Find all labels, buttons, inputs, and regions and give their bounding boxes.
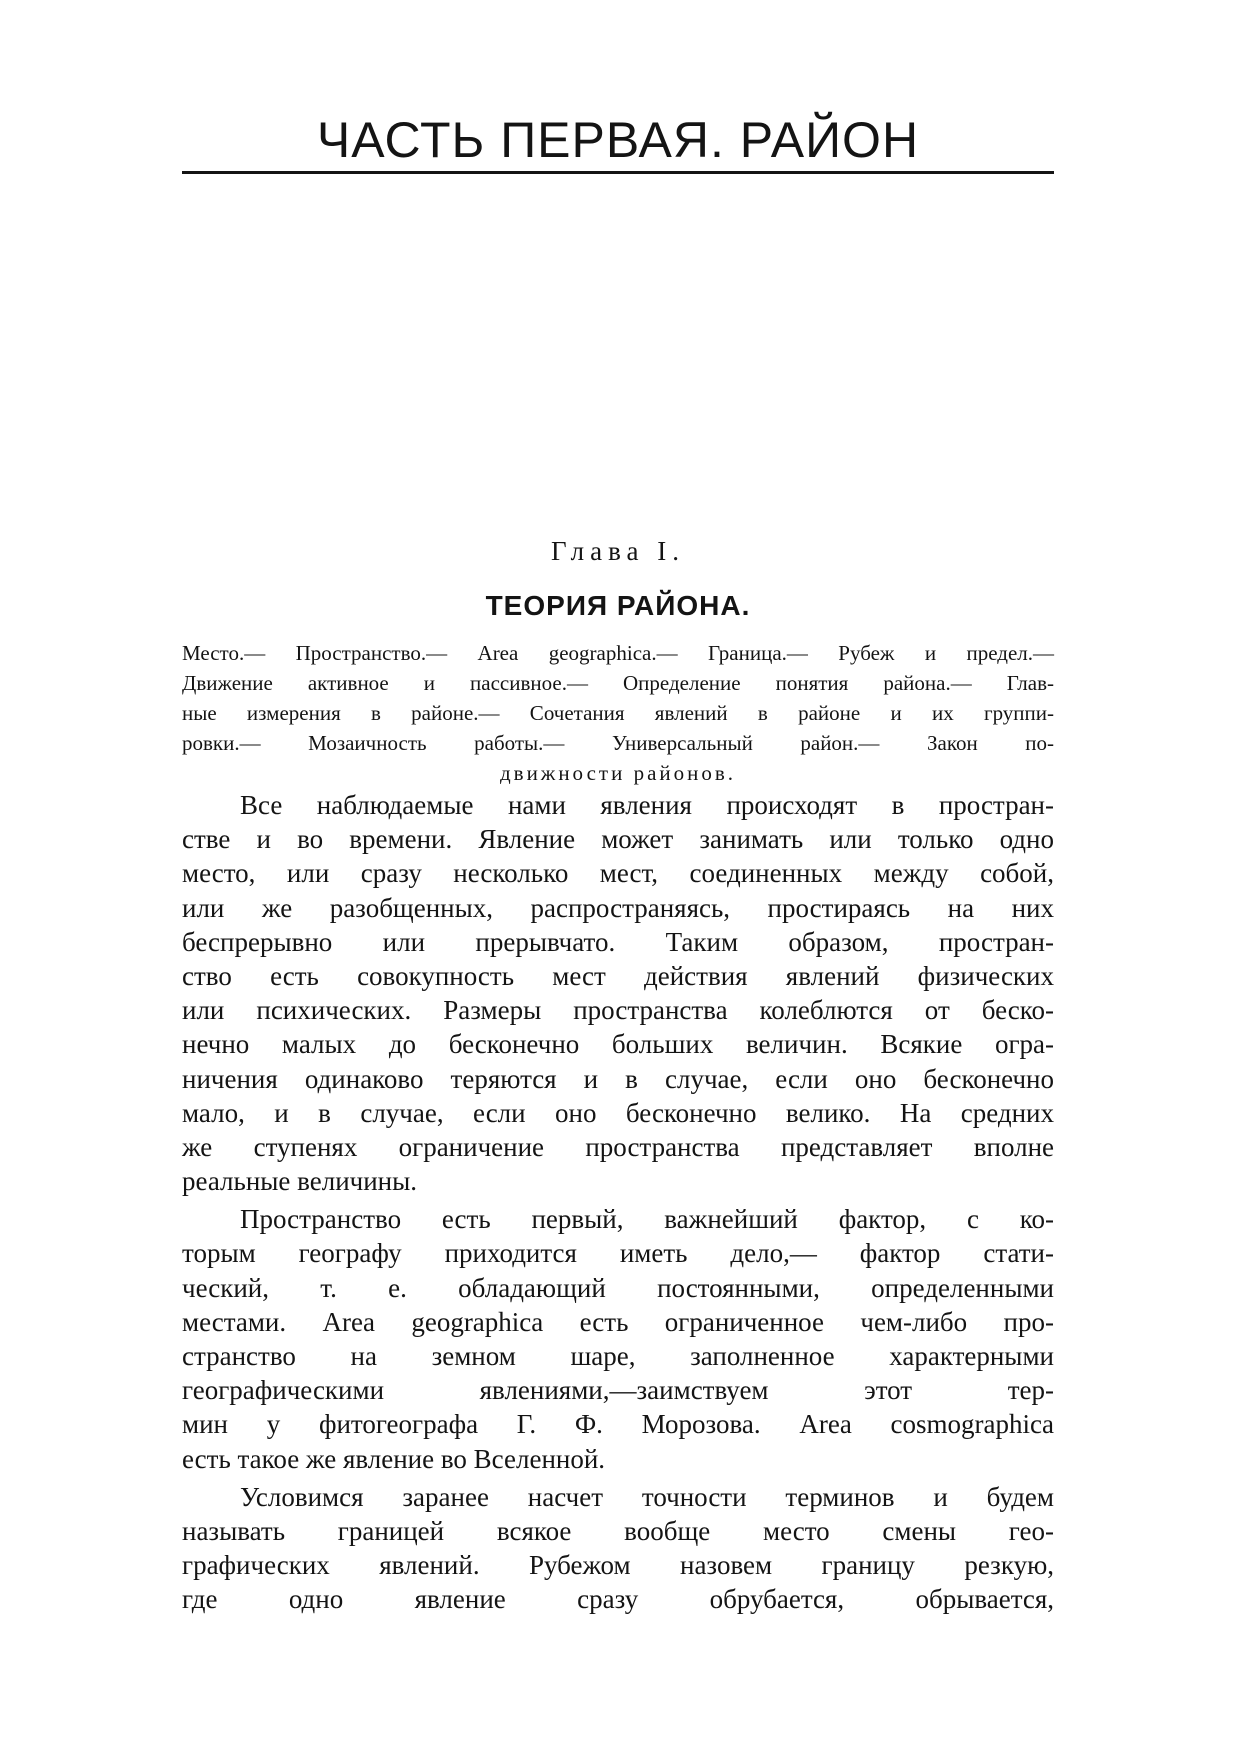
summary-line: Место.— Пространство.— Area geographica.— Граница.— Рубеж и предел.— [182, 641, 1054, 665]
text-line: Все наблюдаемые нами явления происходят в простран- [240, 790, 1054, 820]
paragraph-3 [182, 1480, 1054, 1617]
part-title: ЧАСТЬ ПЕРВАЯ. РАЙОН [316, 112, 920, 168]
text-line: мин у фитогеографа Г. Ф. Морозова. Area cosmographica [182, 1409, 1054, 1440]
summary-line: ровки.— Мозаичность работы.— Универсальный район.— Закон по- [182, 731, 1054, 755]
body-text [182, 788, 1054, 1617]
summary-line: ные измерения в районе.— Сочетания явлений в районе и их группи- [182, 701, 1054, 725]
text-line: ческий, т. е. обладающий постоянными, определенными [182, 1272, 1054, 1303]
text-line: место, или сразу несколько мест, соединенных между собой, [182, 858, 1054, 889]
text-line: есть такое же явление во Вселенной. [182, 1443, 606, 1474]
paragraph-1 [182, 788, 1054, 1198]
summary-line: Движение активное и пассивное.— Определение понятия района.— Глав- [182, 671, 1054, 695]
text-line: или же разобщенных, распространяясь, простираясь на них [182, 892, 1054, 923]
text-line: нечно малых до бесконечно больших величин. Всякие огра- [182, 1029, 1054, 1060]
chapter-summary [182, 638, 1054, 788]
text-line: же ступенях ограничение пространства представляет вполне [182, 1131, 1054, 1162]
text-line: или психических. Размеры пространства колеблются от беско- [182, 995, 1054, 1026]
part-title-rule [182, 171, 1054, 174]
text-line: географическими явлениями,—заимствуем этот тер- [182, 1375, 1054, 1406]
text-line: стве и во времени. Явление может занимать или только одно [182, 824, 1054, 855]
paragraph-2 [182, 1202, 1054, 1476]
text-line: где одно явление сразу обрубается, обрывается, [182, 1584, 1054, 1615]
text-line: Пространство есть первый, важнейший фактор, с ко- [240, 1204, 1054, 1235]
text-line: называть границей всякое вообще место смены гео- [182, 1515, 1054, 1546]
text-line: мало, и в случае, если оно бесконечно велико. На средних [182, 1097, 1054, 1128]
text-line: ство есть совокупность мест действия явлений физических [182, 960, 1054, 991]
text-line: странство на земном шаре, заполненное характерными [182, 1341, 1054, 1371]
text-line: ничения одинаково теряются и в случае, если оно бесконечно [182, 1063, 1054, 1094]
text-line: графических явлений. Рубежом назовем границу резкую, [182, 1550, 1054, 1581]
text-line: беспрерывно или прерывчато. Таким образом, простран- [182, 926, 1054, 957]
text-line: торым географу приходится иметь дело,— фактор стати- [182, 1238, 1054, 1269]
summary-line: движности районов. [499, 761, 737, 785]
chapter-title: ТЕОРИЯ РАЙОНА. [485, 590, 751, 621]
text-line: местами. Area geographica есть ограниченное чем-либо про- [182, 1306, 1054, 1337]
text-line: реальные величины. [182, 1166, 418, 1197]
text-line: Условимся заранее насчет точности терминов и будем [240, 1481, 1054, 1512]
chapter-label: Глава I. [551, 536, 685, 566]
